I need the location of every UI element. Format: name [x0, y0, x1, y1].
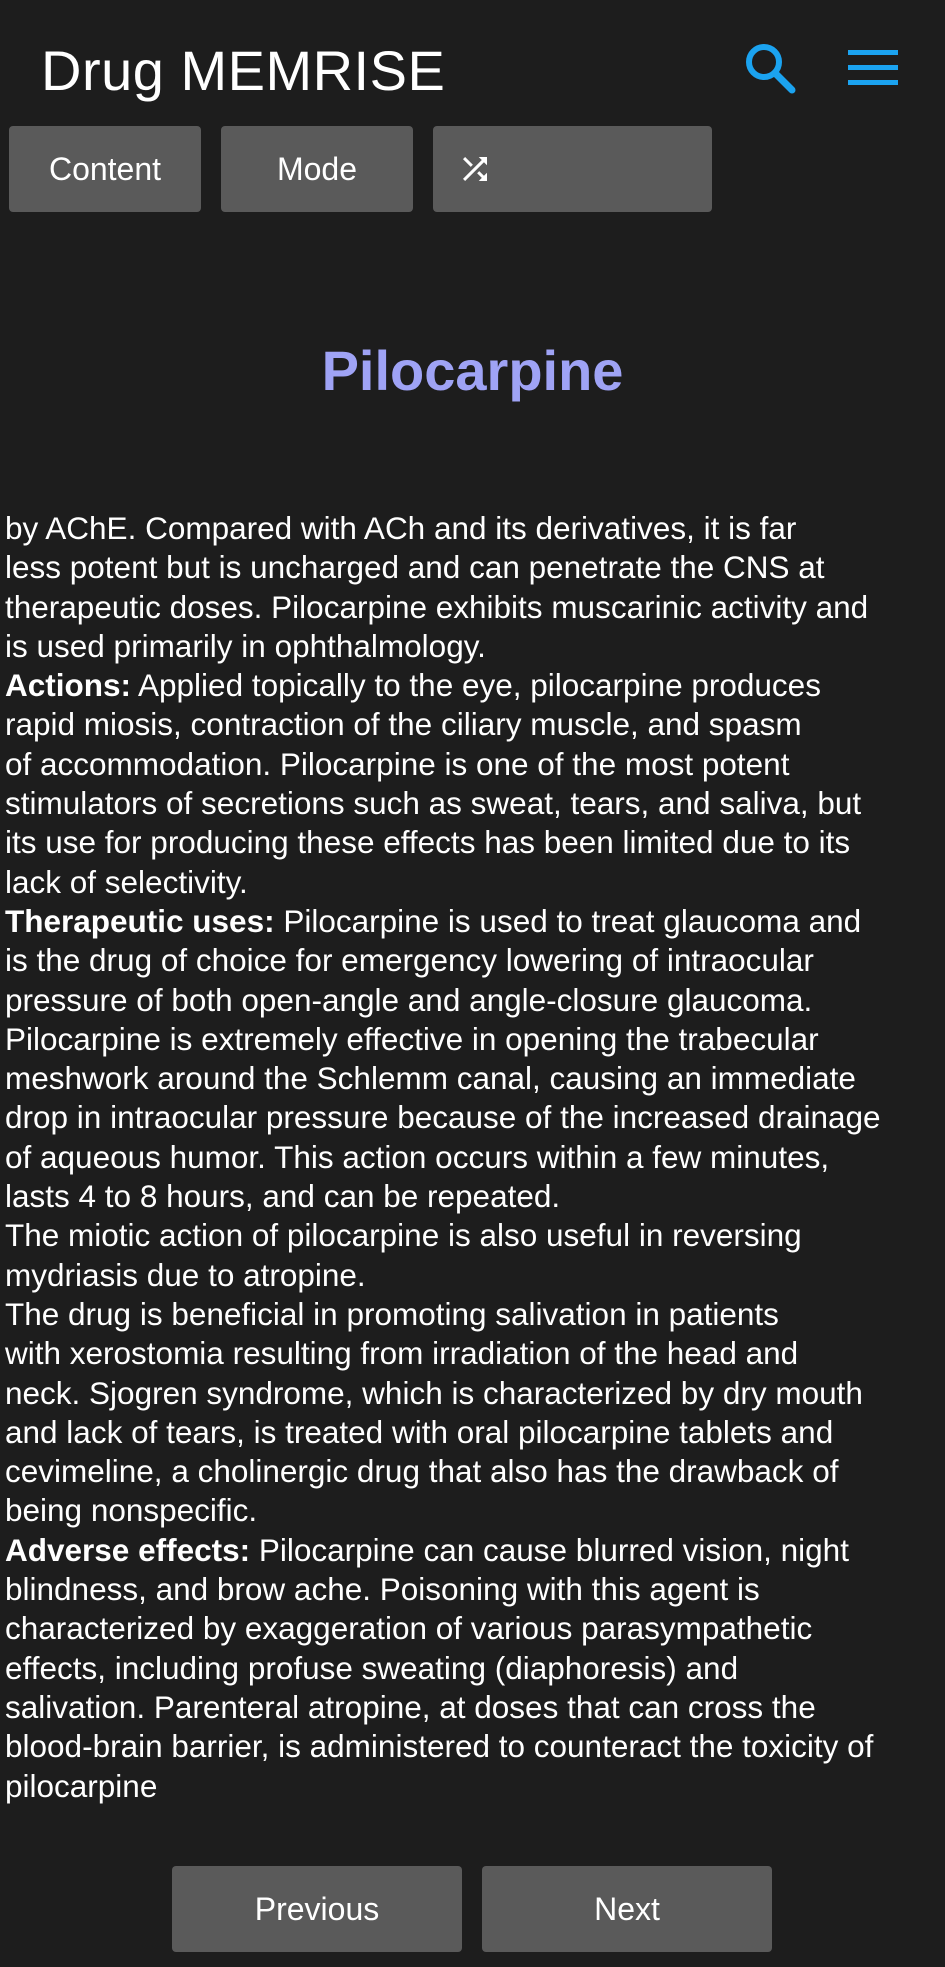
next-button[interactable]: Next — [482, 1866, 772, 1952]
uses-line — [5, 902, 940, 941]
previous-button[interactable]: Previous — [172, 1866, 462, 1952]
adverse-line: pilocarpine — [5, 1767, 158, 1804]
uses-line: being nonspecific. — [5, 1492, 258, 1529]
uses-line: with xerostomia resulting from irradiation of the head and — [5, 1335, 799, 1372]
uses-heading: Therapeutic uses: — [5, 902, 275, 939]
uses-line: pressure of both open-angle and angle-closure glaucoma. — [5, 981, 813, 1018]
app-title: Drug MEMRISE — [41, 39, 446, 102]
search-button[interactable] — [740, 38, 800, 98]
actions-text: Applied topically to the eye, pilocarpine produces — [131, 667, 821, 704]
uses-line: is the drug of choice for emergency lowering of intraocular — [5, 942, 814, 979]
adverse-line: blood-brain barrier, is administered to counteract the toxicity of — [5, 1728, 874, 1765]
uses-line: mydriasis due to atropine. — [5, 1256, 366, 1293]
content-button[interactable]: Content — [9, 126, 201, 212]
adverse-line: salivation. Parenteral atropine, at doses that can cross the — [5, 1688, 816, 1725]
uses-line: lasts 4 to 8 hours, and can be repeated. — [5, 1178, 561, 1215]
drug-title: Pilocarpine — [321, 339, 624, 402]
uses-line: The miotic action of pilocarpine is also useful in reversing — [5, 1217, 802, 1254]
intro-line: by AChE. Compared with ACh and its derivatives, it is far — [5, 510, 797, 546]
adverse-line: characterized by exaggeration of various parasympathetic — [5, 1610, 813, 1647]
uses-line: and lack of tears, is treated with oral pilocarpine tablets and — [5, 1413, 834, 1450]
intro-line: is used primarily in ophthalmology. — [5, 627, 486, 664]
adverse-line: blindness, and brow ache. Poisoning with this agent is — [5, 1571, 760, 1608]
uses-line: cevimeline, a cholinergic drug that also has the drawback of — [5, 1453, 839, 1490]
search-icon — [742, 40, 798, 96]
mode-button[interactable]: Mode — [221, 126, 413, 212]
actions-line: its use for producing these effects has been limited due to its — [5, 824, 851, 861]
adverse-text: Pilocarpine can cause blurred vision, night — [250, 1531, 849, 1568]
actions-line: of accommodation. Pilocarpine is one of the most potent — [5, 745, 790, 782]
adverse-heading: Adverse effects: — [5, 1531, 251, 1568]
actions-line: rapid miosis, contraction of the ciliary muscle, and spasm — [5, 706, 802, 743]
adverse-line — [5, 1531, 940, 1570]
uses-line: meshwork around the Schlemm canal, causing an immediate — [5, 1060, 856, 1097]
actions-line — [5, 666, 940, 705]
shuffle-button[interactable] — [433, 126, 712, 212]
app-bar — [0, 0, 945, 118]
uses-line: drop in intraocular pressure because of the increased drainage — [5, 1099, 881, 1136]
uses-line: neck. Sjogren syndrome, which is characterized by dry mouth — [5, 1374, 863, 1411]
uses-text: Pilocarpine is used to treat glaucoma and — [274, 902, 862, 939]
uses-line: Pilocarpine is extremely effective in opening the trabecular — [5, 1020, 819, 1057]
actions-line: lack of selectivity. — [5, 863, 248, 900]
uses-line: of aqueous humor. This action occurs within a few minutes, — [5, 1138, 830, 1175]
adverse-line: effects, including profuse sweating (diaphoresis) and — [5, 1649, 739, 1686]
uses-line: The drug is beneficial in promoting salivation in patients — [5, 1295, 779, 1332]
intro-line: less potent but is uncharged and can penetrate the CNS at — [5, 549, 825, 586]
menu-button[interactable] — [843, 38, 903, 98]
shuffle-icon — [457, 151, 493, 187]
intro-line: therapeutic doses. Pilocarpine exhibits muscarinic activity and — [5, 588, 869, 625]
drug-description — [5, 509, 940, 1806]
actions-heading: Actions: — [5, 667, 131, 704]
actions-line: stimulators of secretions such as sweat, tears, and saliva, but — [5, 785, 862, 822]
hamburger-menu-icon — [846, 48, 900, 88]
